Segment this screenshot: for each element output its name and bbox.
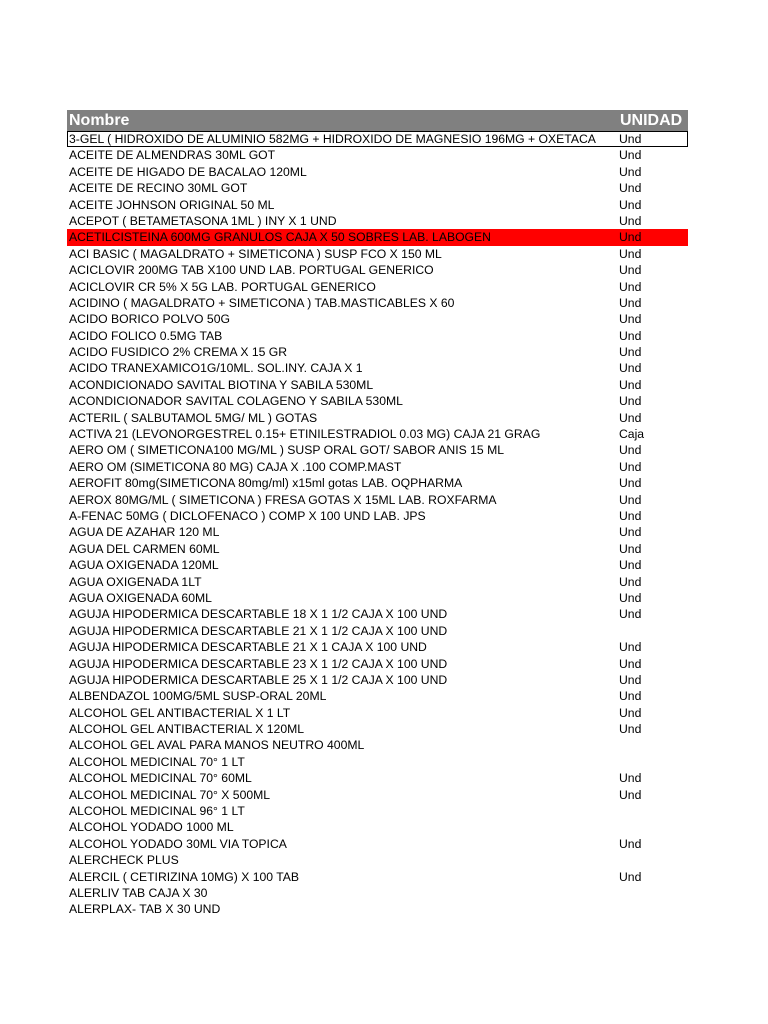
cell-unit[interactable]: Und <box>619 656 642 671</box>
cell-name[interactable]: AERO OM (SIMETICONA 80 MG) CAJA X .100 COMP.MAST <box>69 459 402 474</box>
cell-name[interactable]: ACONDICIONADOR SAVITAL COLAGENO Y SABILA 530ML <box>69 394 403 409</box>
cell-unit[interactable]: Und <box>619 263 642 278</box>
table-row[interactable] <box>67 721 688 737</box>
table-row[interactable] <box>67 442 688 458</box>
cell-unit[interactable]: Und <box>619 459 642 474</box>
cell-name[interactable]: AGUA DE AZAHAR 120 ML <box>69 525 220 540</box>
cell-unit[interactable]: Und <box>619 836 642 851</box>
cell-name[interactable]: AGUA DEL CARMEN 60ML <box>69 541 220 556</box>
cell-name[interactable]: ACETILCISTEINA 600MG GRANULOS CAJA X 50 SOBRES LAB. LABOGEN <box>69 230 491 245</box>
table-row[interactable] <box>67 688 688 704</box>
cell-name[interactable]: 3-GEL ( HIDROXIDO DE ALUMINIO 582MG + HIDROXIDO DE MAGNESIO 196MG + OXETACA <box>69 132 596 146</box>
cell-unit[interactable]: Und <box>619 394 642 409</box>
cell-unit[interactable]: Und <box>619 443 642 458</box>
cell-unit[interactable]: Und <box>619 295 642 310</box>
table-row[interactable] <box>67 639 688 655</box>
table-row[interactable] <box>67 147 688 163</box>
cell-name[interactable]: ACIDO BORICO POLVO 50G <box>69 312 230 327</box>
cell-name[interactable]: ACTIVA 21 (LEVONORGESTREL 0.15+ ETINILESTRADIOL 0.03 MG) CAJA 21 GRAG <box>69 427 541 442</box>
table-row[interactable] <box>67 475 688 491</box>
cell-unit[interactable]: Und <box>619 607 642 622</box>
table-row[interactable] <box>67 574 688 590</box>
cell-unit[interactable]: Und <box>619 541 642 556</box>
cell-name[interactable]: AGUA OXIGENADA 120ML <box>69 558 219 573</box>
column-header-nombre[interactable]: Nombre <box>69 112 130 129</box>
cell-unit[interactable]: Und <box>619 672 642 687</box>
cell-name[interactable]: ALCOHOL MEDICINAL 96° 1 LT <box>69 804 245 819</box>
table-row[interactable] <box>67 836 688 852</box>
table-row[interactable] <box>67 803 688 819</box>
cell-unit[interactable]: Und <box>619 361 642 376</box>
table-row[interactable] <box>67 344 688 360</box>
cell-unit[interactable]: Und <box>619 213 642 228</box>
cell-name[interactable]: ALCOHOL MEDICINAL 70° X 500ML <box>69 787 271 802</box>
cell-unit[interactable]: Und <box>619 508 642 523</box>
cell-name[interactable]: ACIDO TRANEXAMICO1G/10ML. SOL.INY. CAJA X 1 <box>69 361 363 376</box>
column-header-unidad[interactable]: UNIDAD <box>620 112 683 129</box>
cell-name[interactable]: ALCOHOL YODADO 1000 ML <box>69 820 234 835</box>
table-row[interactable] <box>67 541 688 557</box>
cell-unit[interactable]: Und <box>619 246 642 261</box>
cell-unit[interactable]: Und <box>619 197 642 212</box>
table-row[interactable] <box>67 885 688 901</box>
table-row[interactable] <box>67 869 688 885</box>
cell-unit[interactable]: Und <box>619 230 642 245</box>
cell-name[interactable]: ACONDICIONADO SAVITAL BIOTINA Y SABILA 530ML <box>69 377 374 392</box>
table-row[interactable] <box>67 295 688 311</box>
cell-unit[interactable]: Und <box>619 574 642 589</box>
cell-unit[interactable]: Und <box>619 148 642 163</box>
cell-name[interactable]: ALBENDAZOL 100MG/5ML SUSP-ORAL 20ML <box>69 689 327 704</box>
cell-unit[interactable]: Und <box>619 492 642 507</box>
cell-name[interactable]: A-FENAC 50MG ( DICLOFENACO ) COMP X 100 UND LAB. JPS <box>69 508 426 523</box>
table-row[interactable] <box>67 197 688 213</box>
table-row[interactable] <box>67 459 688 475</box>
table-row[interactable] <box>67 508 688 524</box>
table-row[interactable] <box>67 623 688 639</box>
cell-unit[interactable]: Caja <box>619 427 645 442</box>
cell-unit[interactable]: Und <box>619 476 642 491</box>
cell-name[interactable]: ACEPOT ( BETAMETASONA 1ML ) INY X 1 UND <box>69 213 337 228</box>
table-row[interactable] <box>67 164 688 180</box>
cell-name[interactable]: ALCOHOL MEDICINAL 70° 1 LT <box>69 754 245 769</box>
cell-name[interactable]: AGUJA HIPODERMICA DESCARTABLE 21 X 1 CAJA X 100 UND <box>69 640 427 655</box>
table-row[interactable] <box>67 737 688 753</box>
cell-unit[interactable]: Und <box>619 312 642 327</box>
table-row[interactable] <box>67 213 688 229</box>
table-row[interactable] <box>67 410 688 426</box>
cell-unit[interactable]: Und <box>619 181 642 196</box>
cell-name[interactable]: AGUJA HIPODERMICA DESCARTABLE 21 X 1 1/2 CAJA X 100 UND <box>69 623 448 638</box>
cell-unit[interactable]: Und <box>619 869 642 884</box>
cell-name[interactable]: AERO OM ( SIMETICONA100 MG/ML ) SUSP ORAL GOT/ SABOR ANIS 15 ML <box>69 443 505 458</box>
cell-name[interactable]: ACEITE DE RECINO 30ML GOT <box>69 181 248 196</box>
cell-unit[interactable]: Und <box>619 410 642 425</box>
cell-name[interactable]: ALERLIV TAB CAJA X 30 <box>69 885 208 900</box>
cell-unit[interactable]: Und <box>619 279 642 294</box>
cell-name[interactable]: ACTERIL ( SALBUTAMOL 5MG/ ML ) GOTAS <box>69 410 318 425</box>
table-row[interactable] <box>67 229 688 245</box>
cell-unit[interactable]: Und <box>619 328 642 343</box>
cell-name[interactable]: AGUJA HIPODERMICA DESCARTABLE 23 X 1 1/2 CAJA X 100 UND <box>69 656 448 671</box>
cell-unit[interactable]: Und <box>619 345 642 360</box>
table-body <box>67 131 688 918</box>
cell-name[interactable]: ALERPLAX- TAB X 30 UND <box>69 902 221 917</box>
spreadsheet <box>67 110 688 918</box>
cell-name[interactable]: ACEITE DE ALMENDRAS 30ML GOT <box>69 148 276 163</box>
table-row[interactable] <box>67 524 688 540</box>
table-row[interactable] <box>67 819 688 835</box>
cell-name[interactable]: AEROFIT 80mg(SIMETICONA 80mg/ml) x15ml gotas LAB. OQPHARMA <box>69 476 463 491</box>
cell-name[interactable]: ACEITE JOHNSON ORIGINAL 50 ML <box>69 197 275 212</box>
table-row[interactable] <box>67 393 688 409</box>
table-row[interactable] <box>67 279 688 295</box>
table-row[interactable] <box>67 311 688 327</box>
table-row[interactable] <box>67 328 688 344</box>
table-row[interactable] <box>67 672 688 688</box>
table-row[interactable] <box>67 656 688 672</box>
cell-unit[interactable]: Und <box>619 525 642 540</box>
table-row[interactable] <box>67 180 688 196</box>
cell-name[interactable]: AEROX 80MG/ML ( SIMETICONA ) FRESA GOTAS X 15ML LAB. ROXFARMA <box>69 492 497 507</box>
cell-name[interactable]: ACIDO FOLICO 0.5MG TAB <box>69 328 223 343</box>
cell-unit[interactable]: Und <box>619 689 642 704</box>
cell-name[interactable]: ACICLOVIR CR 5% X 5G LAB. PORTUGAL GENERICO <box>69 279 376 294</box>
cell-name[interactable]: ALCOHOL MEDICINAL 70° 60ML <box>69 771 252 786</box>
header-row <box>67 110 688 131</box>
table-row[interactable] <box>67 360 688 376</box>
cell-unit[interactable]: Und <box>619 377 642 392</box>
table-row[interactable] <box>67 426 688 442</box>
table-row[interactable] <box>67 770 688 786</box>
cell-name[interactable]: ALERCHECK PLUS <box>69 853 179 868</box>
cell-unit[interactable]: Und <box>619 640 642 655</box>
table-row[interactable] <box>67 590 688 606</box>
table-row[interactable] <box>67 557 688 573</box>
cell-name[interactable]: AGUA OXIGENADA 60ML <box>69 590 212 605</box>
cell-name[interactable]: AGUJA HIPODERMICA DESCARTABLE 18 X 1 1/2 CAJA X 100 UND <box>69 607 448 622</box>
cell-unit[interactable]: Und <box>619 132 642 146</box>
cell-name[interactable]: AGUJA HIPODERMICA DESCARTABLE 25 X 1 1/2 CAJA X 100 UND <box>69 672 448 687</box>
table-row[interactable] <box>67 787 688 803</box>
cell-name[interactable]: ACEITE DE HIGADO DE BACALAO 120ML <box>69 164 307 179</box>
cell-unit[interactable]: Und <box>619 164 642 179</box>
table-row[interactable] <box>67 754 688 770</box>
table-row[interactable] <box>67 705 688 721</box>
table-row[interactable] <box>67 246 688 262</box>
cell-name[interactable]: ALCOHOL GEL AVAL PARA MANOS NEUTRO 400ML <box>69 738 365 753</box>
cell-name[interactable]: ALCOHOL YODADO 30ML VIA TOPICA <box>69 836 287 851</box>
cell-name[interactable]: ALCOHOL GEL ANTIBACTERIAL X 1 LT <box>69 705 291 720</box>
cell-unit[interactable]: Und <box>619 705 642 720</box>
cell-unit[interactable]: Und <box>619 558 642 573</box>
cell-unit[interactable]: Und <box>619 722 642 737</box>
cell-name[interactable]: ACI BASIC ( MAGALDRATO + SIMETICONA ) SUSP FCO X 150 ML <box>69 246 442 261</box>
cell-name[interactable]: ACICLOVIR 200MG TAB X100 UND LAB. PORTUGAL GENERICO <box>69 263 434 278</box>
cell-name[interactable]: ACIDINO ( MAGALDRATO + SIMETICONA ) TAB.MASTICABLES X 60 <box>69 295 455 310</box>
table-row[interactable] <box>67 901 688 917</box>
cell-name[interactable]: AGUA OXIGENADA 1LT <box>69 574 202 589</box>
cell-unit[interactable]: Und <box>619 787 642 802</box>
cell-unit[interactable]: Und <box>619 590 642 605</box>
cell-name[interactable]: ALCOHOL GEL ANTIBACTERIAL X 120ML <box>69 722 305 737</box>
table-row[interactable] <box>67 852 688 868</box>
table-row[interactable] <box>67 131 688 147</box>
table-row[interactable] <box>67 606 688 622</box>
table-row[interactable] <box>67 377 688 393</box>
cell-name[interactable]: ACIDO FUSIDICO 2% CREMA X 15 GR <box>69 345 288 360</box>
cell-name[interactable]: ALERCIL ( CETIRIZINA 10MG) X 100 TAB <box>69 869 300 884</box>
table-row[interactable] <box>67 262 688 278</box>
table-row[interactable] <box>67 492 688 508</box>
cell-unit[interactable]: Und <box>619 771 642 786</box>
